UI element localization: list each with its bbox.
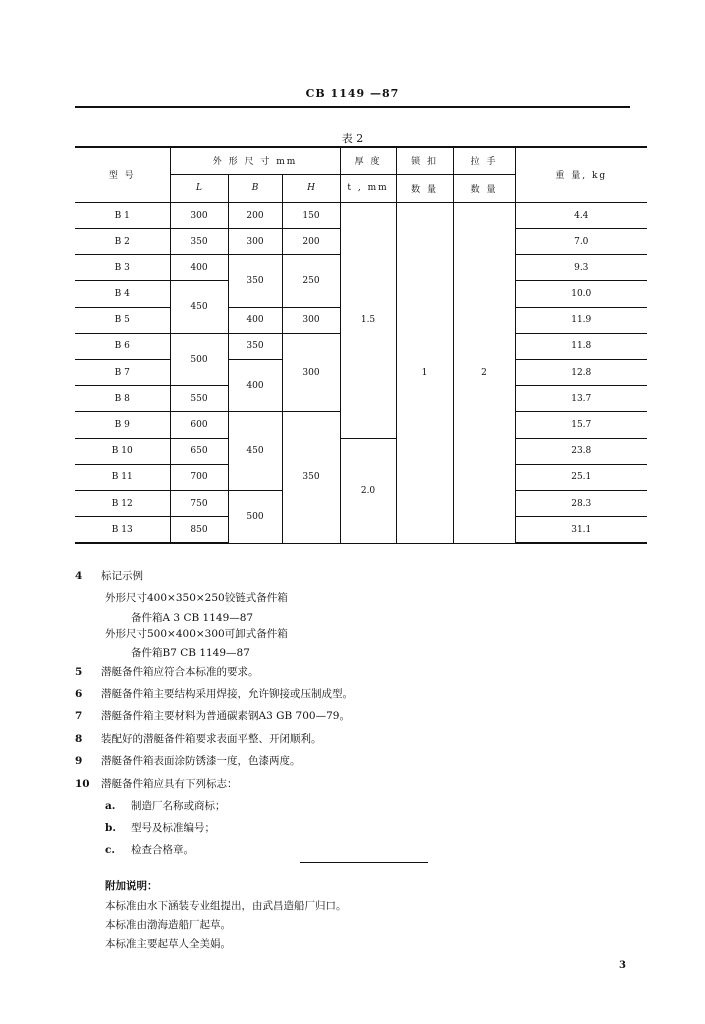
clause-9: 9 潜艇备件箱表面涂防锈漆一度，色漆两度。 [75,755,301,767]
clause-10-c: c. 检查合格章。 [105,844,194,856]
clause-7: 7 潜艇备件箱主要材料为普通碳素钢A3 GB 700—79。 [75,710,350,722]
cell-weight: 25.1 [515,464,647,490]
cell-H: 300 [282,333,340,412]
cell-handle-qty: 2 [453,202,515,543]
cell-model: B 10 [75,438,170,464]
cell-H: 150 [282,202,340,228]
cell-model: B 3 [75,255,170,281]
cell-L: 400 [170,255,228,281]
cell-B: 300 [228,229,282,255]
clause-6: 6 潜艇备件箱主要结构采用焊接，允许铆接或压制成型。 [75,688,353,700]
table-caption: 表 2 [341,132,364,145]
appendix-line-1: 本标准由水下涵装专业组提出，由武昌造船厂归口。 [105,900,347,912]
cell-weight: 12.8 [515,360,647,386]
clause-10: 10 潜艇备件箱应具有下列标志： [75,778,238,790]
header-model: 型 号 [75,147,170,202]
cell-B: 350 [228,255,282,307]
cell-model: B 4 [75,281,170,307]
header-L: L [170,174,228,202]
cell-weight: 23.8 [515,438,647,464]
header-thickness-unit: t , mm [340,174,396,202]
cell-model: B 7 [75,360,170,386]
cell-model: B 11 [75,464,170,490]
cell-H: 350 [282,412,340,543]
cell-model: B 12 [75,490,170,516]
clause-4: 4 标记示例 [75,570,143,582]
cell-weight: 11.9 [515,307,647,333]
cell-model: B 9 [75,412,170,438]
cell-weight: 15.7 [515,412,647,438]
appendix-line-3: 本标准主要起草人全美娟。 [105,938,231,950]
header-weight: 重 量, kg [515,147,647,202]
header-B: B [228,174,282,202]
cell-L: 850 [170,517,228,543]
cell-thickness: 1.5 [340,202,396,438]
appendix-section [75,0,645,1024]
header-lock: 锁 扣 [396,147,453,174]
cell-L: 500 [170,333,228,385]
clause-8: 8 装配好的潜艇备件箱要求表面平整、开闭顺利。 [75,733,322,745]
appendix-line-2: 本标准由渤海造船厂起草。 [105,919,231,931]
cell-model: B 5 [75,307,170,333]
cell-H: 200 [282,229,340,255]
standard-code: CB 1149 —87 [305,87,400,100]
header-dimensions: 外 形 尺 寸 mm [170,147,340,174]
cell-B: 450 [228,412,282,491]
header-handle-qty: 数 量 [453,174,515,202]
cell-L: 700 [170,464,228,490]
cell-B: 400 [228,307,282,333]
cell-B: 350 [228,333,282,359]
clause-4-mark-1: 备件箱A 3 CB 1149—87 [131,612,254,624]
clause-5: 5 潜艇备件箱应符合本标准的要求。 [75,666,259,678]
cell-L: 750 [170,490,228,516]
cell-weight: 11.8 [515,333,647,359]
cell-weight: 7.0 [515,229,647,255]
cell-weight: 4.4 [515,202,647,228]
cell-L: 450 [170,281,228,333]
cell-L: 350 [170,229,228,255]
cell-L: 650 [170,438,228,464]
clause-4-example-2: 外形尺寸500×400×300可卸式备件箱 [105,628,288,640]
cell-H: 250 [282,255,340,307]
header-lock-qty: 数 量 [396,174,453,202]
cell-weight: 9.3 [515,255,647,281]
cell-model: B 13 [75,517,170,543]
cell-model: B 8 [75,386,170,412]
cell-weight: 28.3 [515,490,647,516]
cell-weight: 31.1 [515,517,647,543]
page-number: 3 [619,960,626,971]
clause-4-mark-2: 备件箱B7 CB 1149—87 [131,647,250,659]
header-H: H [282,174,340,202]
cell-model: B 1 [75,202,170,228]
cell-H: 300 [282,307,340,333]
cell-B: 200 [228,202,282,228]
cell-weight: 10.0 [515,281,647,307]
header-thickness: 厚 度 [340,147,396,174]
cell-B: 400 [228,360,282,412]
cell-lock-qty: 1 [396,202,453,543]
cell-L: 550 [170,386,228,412]
appendix-title: 附加说明： [105,880,158,892]
cell-model: B 2 [75,229,170,255]
cell-L: 300 [170,202,228,228]
cell-weight: 13.7 [515,386,647,412]
cell-L: 600 [170,412,228,438]
cell-thickness: 2.0 [340,438,396,543]
clause-10-a: a. 制造厂名称或商标； [105,800,226,812]
header-handle: 拉 手 [453,147,515,174]
cell-model: B 6 [75,333,170,359]
clause-10-b: b. 型号及标准编号； [105,822,215,834]
clause-4-example-1: 外形尺寸400×350×250铰链式备件箱 [105,592,288,604]
cell-B: 500 [228,490,282,543]
